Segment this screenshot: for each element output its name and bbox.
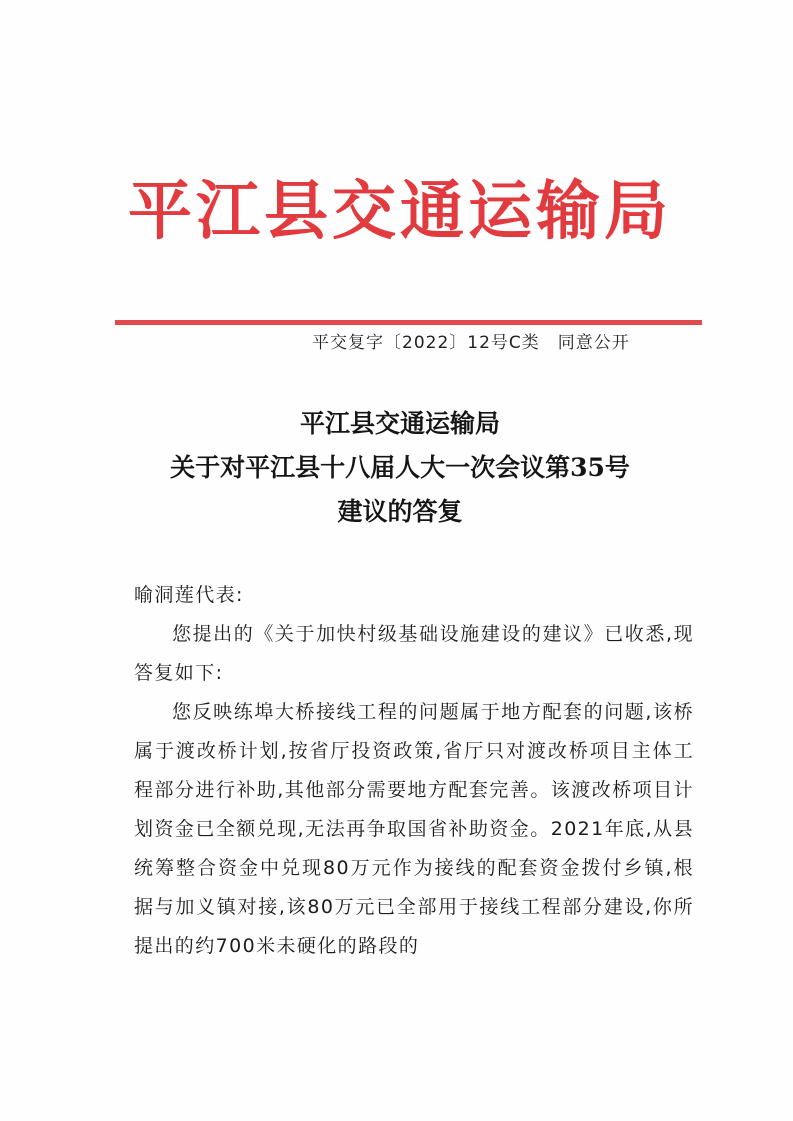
title-line-2: 关于对平江县十八届人大一次会议第35号 — [170, 453, 630, 482]
red-divider-line — [115, 320, 702, 325]
body-paragraph-1: 您提出的《关于加快村级基础设施建设的建议》已收悉,现答复如下: — [134, 623, 694, 684]
document-number-line — [312, 330, 692, 356]
title-line-3: 建议的答复 — [337, 497, 463, 526]
body-paragraph-2: 您反映练埠大桥接线工程的问题属于地方配套的问题,该桥属于渡改桥计划,按省厅投资政策,省厅只对渡改桥项目主体工程部分进行补助,其他部分需要地方配套完善。该渡改桥项目计划资金已全额兑现,无法再争取国省补助资金。2021年底,从县统筹整合资金中兑现80万元作为接线的配套资金拨付乡镇,根据与加义镇对接,该80万元已全部用于接线工程部分建设,你所提出的约700米未硬化的路段的 — [134, 701, 694, 957]
salutation: 喻洞莲代表: — [134, 584, 244, 606]
document-body — [134, 576, 694, 966]
issuing-organization-header: 平江县交通运输局 — [128, 174, 672, 249]
title-line-1: 平江县交通运输局 — [299, 409, 500, 438]
disclosure-status: 同意公开 — [557, 333, 630, 353]
document-title — [100, 402, 700, 534]
document-number: 平交复字〔2022〕12号C类 — [312, 333, 540, 353]
